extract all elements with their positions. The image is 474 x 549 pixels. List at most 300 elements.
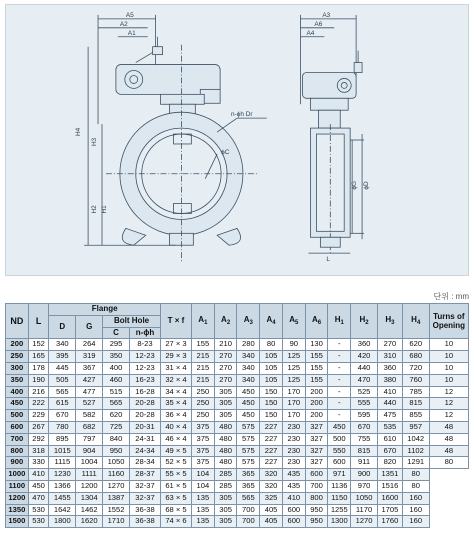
dim-h3-label: H3: [91, 137, 99, 146]
table-cell: 600: [328, 457, 351, 469]
table-cell: 1366: [49, 480, 76, 492]
table-cell: 525: [351, 386, 378, 398]
table-cell: 28-34: [129, 457, 160, 469]
table-cell: 971: [328, 469, 351, 481]
table-cell: 1050: [351, 492, 378, 504]
table-cell: 440: [351, 362, 378, 374]
col-a4: $A_4$: [260, 304, 283, 339]
table-cell: 505: [49, 374, 76, 386]
table-cell: 350: [103, 351, 130, 363]
table-cell: 1351: [378, 469, 403, 481]
table-cell: 32-37: [129, 492, 160, 504]
table-cell: 904: [76, 445, 103, 457]
table-cell-nd: 600: [6, 421, 29, 433]
unit-label: 단위 : mm: [433, 292, 469, 301]
table-cell: 1050: [103, 457, 130, 469]
table-cell: 900: [351, 469, 378, 481]
table-cell: 280: [237, 339, 260, 351]
spec-table: [5, 303, 469, 528]
table-cell: 200: [305, 410, 328, 422]
table-cell: 575: [237, 433, 260, 445]
table-row: [6, 421, 469, 433]
table-cell: 445: [49, 362, 76, 374]
table-row: [6, 362, 469, 374]
table-cell: 48: [429, 421, 468, 433]
table-cell: 797: [76, 433, 103, 445]
table-cell: 40 × 4: [161, 421, 192, 433]
table-cell: 270: [214, 351, 237, 363]
table-cell: 582: [76, 410, 103, 422]
table-cell: 10: [429, 362, 468, 374]
table-cell: 135: [192, 492, 215, 504]
table-cell: 80: [402, 469, 429, 481]
table-cell: 104: [192, 480, 215, 492]
table-cell: 780: [49, 421, 76, 433]
table-cell: 340: [237, 351, 260, 363]
table-cell: 1136: [328, 480, 351, 492]
table-cell: 305: [214, 516, 237, 528]
table-cell: 911: [351, 457, 378, 469]
table-cell: 405: [260, 516, 283, 528]
table-cell: 178: [28, 362, 49, 374]
valve-drawing-svg: [6, 5, 468, 275]
table-cell: 600: [282, 504, 305, 516]
dim-phid-label: ϕD: [363, 181, 371, 190]
table-row: [6, 351, 469, 363]
col-turns: Turns of Opening: [429, 304, 468, 339]
table-cell: 12: [429, 398, 468, 410]
table-cell: 130: [305, 339, 328, 351]
table-cell-nd: 900: [6, 457, 29, 469]
table-cell: 480: [214, 445, 237, 457]
table-cell: 150: [260, 410, 283, 422]
table-cell: 90: [282, 339, 305, 351]
table-cell: 395: [49, 351, 76, 363]
table-cell: 29 × 3: [161, 351, 192, 363]
table-cell: 230: [282, 445, 305, 457]
dim-a2-label: A2: [119, 20, 128, 28]
table-cell: 227: [260, 433, 283, 445]
table-cell: 305: [214, 504, 237, 516]
table-cell: 230: [282, 457, 305, 469]
dim-a3-label: A3: [322, 11, 331, 19]
table-cell-nd: 500: [6, 410, 29, 422]
col-h2: $H_2$: [351, 304, 378, 339]
table-cell: 1620: [76, 516, 103, 528]
table-cell: 410: [378, 386, 403, 398]
table-cell: 530: [28, 516, 49, 528]
table-cell: 20-28: [129, 398, 160, 410]
dim-a1-label: A1: [127, 29, 136, 37]
table-cell: 1004: [76, 457, 103, 469]
table-cell: 325: [260, 492, 283, 504]
table-row: [6, 469, 469, 481]
dim-l-label: L: [326, 256, 330, 264]
table-cell: 170: [282, 398, 305, 410]
table-cell: 105: [260, 362, 283, 374]
table-cell: 250: [192, 410, 215, 422]
table-cell: 49 × 5: [161, 445, 192, 457]
table-cell: 1705: [378, 504, 403, 516]
table-cell: 1760: [378, 516, 403, 528]
table-cell: 295: [103, 339, 130, 351]
table-cell: 1170: [351, 504, 378, 516]
table-cell: 400: [103, 362, 130, 374]
table-cell: 480: [214, 457, 237, 469]
table-cell: 365: [237, 469, 260, 481]
table-cell: 155: [305, 362, 328, 374]
table-cell: 10: [429, 351, 468, 363]
table-cell: 670: [351, 421, 378, 433]
table-cell: 800: [305, 492, 328, 504]
table-cell: 682: [76, 421, 103, 433]
col-g: G: [76, 315, 103, 339]
table-cell: 440: [378, 398, 403, 410]
table-cell: 61 × 5: [161, 480, 192, 492]
table-cell: 565: [49, 386, 76, 398]
table-cell: -: [328, 398, 351, 410]
table-cell: 230: [282, 421, 305, 433]
table-cell: 1642: [49, 504, 76, 516]
table-cell: 150: [260, 386, 283, 398]
col-a2: $A_2$: [214, 304, 237, 339]
table-cell: 1150: [328, 492, 351, 504]
table-cell: 48: [429, 445, 468, 457]
table-row: [6, 492, 469, 504]
dim-a4-label: A4: [306, 29, 315, 37]
table-cell: 216: [28, 386, 49, 398]
table-cell: 375: [192, 457, 215, 469]
dim-h1-label: H1: [100, 205, 108, 214]
table-cell: 230: [282, 433, 305, 445]
table-cell: 215: [192, 351, 215, 363]
table-cell: 565: [103, 398, 130, 410]
table-cell: 340: [237, 374, 260, 386]
table-cell: 1015: [49, 445, 76, 457]
col-h1: $H_1$: [328, 304, 351, 339]
col-a3: $A_3$: [237, 304, 260, 339]
table-cell: 1304: [76, 492, 103, 504]
col-l: L: [28, 304, 49, 339]
table-cell-nd: 700: [6, 433, 29, 445]
col-h4: $H_4$: [402, 304, 429, 339]
table-cell: 450: [28, 480, 49, 492]
table-cell: 610: [378, 433, 403, 445]
col-a6: $A_6$: [305, 304, 328, 339]
table-cell: 327: [305, 433, 328, 445]
table-cell: 1255: [328, 504, 351, 516]
table-cell: 63 × 5: [161, 492, 192, 504]
valve-drawing: [5, 4, 469, 276]
table-cell: 20-28: [129, 410, 160, 422]
table-cell: 820: [378, 457, 403, 469]
table-cell: 24-31: [129, 433, 160, 445]
col-a1: $A_1$: [192, 304, 215, 339]
table-row: [6, 516, 469, 528]
table-cell: 785: [402, 386, 429, 398]
table-cell: 1516: [378, 480, 403, 492]
table-cell: 1300: [328, 516, 351, 528]
table-cell: 720: [402, 362, 429, 374]
table-cell: 319: [76, 351, 103, 363]
table-cell: 327: [305, 445, 328, 457]
table-cell: 155: [305, 351, 328, 363]
table-cell-nd: 300: [6, 362, 29, 374]
table-cell: 250: [192, 386, 215, 398]
nphi-dr-label: n-ϕh Dr: [231, 111, 253, 119]
dim-a6-label: A6: [314, 20, 323, 28]
table-cell: 477: [76, 386, 103, 398]
table-cell: 450: [237, 410, 260, 422]
table-cell: 52 × 5: [161, 457, 192, 469]
table-header-row-1: [6, 304, 469, 316]
table-cell: 700: [305, 480, 328, 492]
table-cell: 31 × 4: [161, 362, 192, 374]
table-cell: 270: [378, 339, 403, 351]
table-cell: -: [328, 374, 351, 386]
table-cell: 28-37: [129, 469, 160, 481]
table-cell: 285: [214, 480, 237, 492]
table-cell: 680: [402, 351, 429, 363]
table-cell: 8-23: [129, 339, 160, 351]
table-cell: 36-38: [129, 516, 160, 528]
dim-a5-label: A5: [125, 11, 134, 19]
table-cell: 10: [429, 374, 468, 386]
table-cell: 480: [214, 433, 237, 445]
table-cell: 575: [237, 445, 260, 457]
table-cell: 10: [429, 339, 468, 351]
table-cell: 305: [214, 410, 237, 422]
table-cell: 340: [237, 362, 260, 374]
table-cell: 1270: [103, 480, 130, 492]
table-cell: 222: [28, 398, 49, 410]
table-cell: 1042: [402, 433, 429, 445]
table-cell: 200: [305, 386, 328, 398]
table-cell: 755: [351, 433, 378, 445]
table-cell: 950: [103, 445, 130, 457]
table-cell: 170: [282, 386, 305, 398]
table-cell: 555: [351, 398, 378, 410]
table-row: [6, 339, 469, 351]
table-cell: 1462: [76, 504, 103, 516]
table-cell: 135: [192, 504, 215, 516]
table-cell: 450: [237, 398, 260, 410]
table-cell: 310: [378, 351, 403, 363]
table-cell: 360: [378, 362, 403, 374]
table-cell: 229: [28, 410, 49, 422]
table-cell: 760: [402, 374, 429, 386]
table-cell: 855: [402, 410, 429, 422]
table-cell-nd: 200: [6, 339, 29, 351]
table-cell: 165: [28, 351, 49, 363]
table-cell: 970: [351, 480, 378, 492]
table-cell-nd: 1500: [6, 516, 29, 528]
table-cell: 450: [328, 421, 351, 433]
table-cell: 68 × 5: [161, 504, 192, 516]
table-cell: 12-23: [129, 351, 160, 363]
table-cell: 327: [305, 457, 328, 469]
table-cell: 815: [351, 445, 378, 457]
table-cell: 12-23: [129, 362, 160, 374]
table-cell: 330: [28, 457, 49, 469]
table-row: [6, 480, 469, 492]
table-cell: 725: [103, 421, 130, 433]
table-cell: 48: [429, 433, 468, 445]
col-h3: $H_3$: [378, 304, 403, 339]
table-cell: 135: [192, 516, 215, 528]
table-cell: 367: [76, 362, 103, 374]
table-cell: 210: [214, 339, 237, 351]
table-cell: 36 × 4: [161, 410, 192, 422]
table-cell: 895: [49, 433, 76, 445]
table-cell: 16-28: [129, 386, 160, 398]
table-cell: 292: [28, 433, 49, 445]
table-cell: 340: [49, 339, 76, 351]
table-cell: 35 × 4: [161, 398, 192, 410]
table-cell: 155: [305, 374, 328, 386]
table-cell: 950: [305, 504, 328, 516]
table-cell: 125: [282, 351, 305, 363]
table-cell: 450: [237, 386, 260, 398]
table-cell: 200: [305, 398, 328, 410]
table-cell: 327: [305, 421, 328, 433]
table-cell: 575: [237, 457, 260, 469]
table-cell: 470: [351, 374, 378, 386]
table-cell-nd: 800: [6, 445, 29, 457]
table-row: [6, 433, 469, 445]
table-cell: 460: [103, 374, 130, 386]
table-row: [6, 457, 469, 469]
table-cell: 480: [214, 421, 237, 433]
table-cell-nd: 1100: [6, 480, 29, 492]
table-row: [6, 386, 469, 398]
dim-h2-label: H2: [91, 205, 99, 214]
table-cell: -: [328, 351, 351, 363]
table-cell: 74 × 6: [161, 516, 192, 528]
table-cell: 435: [282, 480, 305, 492]
table-cell: 105: [260, 374, 283, 386]
table-cell: 215: [192, 362, 215, 374]
table-cell-nd: 1200: [6, 492, 29, 504]
table-cell: 950: [305, 516, 328, 528]
table-cell: 320: [260, 469, 283, 481]
table-cell: -: [328, 339, 351, 351]
table-cell: 305: [214, 398, 237, 410]
table-cell: 32 × 4: [161, 374, 192, 386]
table-cell: 12: [429, 410, 468, 422]
table-cell: 1111: [76, 469, 103, 481]
table-cell: -: [328, 362, 351, 374]
table-cell: 1160: [103, 469, 130, 481]
col-flange: Flange: [49, 304, 161, 316]
table-cell: 1102: [402, 445, 429, 457]
table-cell: 435: [282, 469, 305, 481]
table-cell: 227: [260, 445, 283, 457]
table-cell: 104: [192, 469, 215, 481]
col-bolt-hole: Bolt Hole: [103, 315, 161, 327]
table-row: [6, 398, 469, 410]
table-cell: 27 × 3: [161, 339, 192, 351]
table-cell: 600: [305, 469, 328, 481]
table-cell: 670: [49, 410, 76, 422]
table-cell: 170: [282, 410, 305, 422]
table-cell: 36-38: [129, 504, 160, 516]
table-cell: 20-31: [129, 421, 160, 433]
dim-c-label: ϕC: [221, 148, 230, 156]
table-cell: 250: [192, 398, 215, 410]
table-cell: 1800: [49, 516, 76, 528]
table-cell: -: [328, 410, 351, 422]
table-cell: 700: [237, 504, 260, 516]
table-row: [6, 504, 469, 516]
table-cell: 267: [28, 421, 49, 433]
table-cell: 160: [402, 504, 429, 516]
table-cell: 152: [28, 339, 49, 351]
table-cell: 80: [429, 457, 468, 469]
table-cell: 620: [103, 410, 130, 422]
table-cell: 125: [282, 374, 305, 386]
table-cell: 700: [237, 516, 260, 528]
table-cell: 270: [214, 374, 237, 386]
table-cell: 500: [328, 433, 351, 445]
table-cell-nd: 350: [6, 374, 29, 386]
table-row: [6, 445, 469, 457]
table-cell: 957: [402, 421, 429, 433]
table-cell: 620: [402, 339, 429, 351]
table-cell: 1387: [103, 492, 130, 504]
table-cell: 360: [351, 339, 378, 351]
col-nd: ND: [6, 304, 29, 339]
table-cell-nd: 1000: [6, 469, 29, 481]
table-cell: 375: [192, 445, 215, 457]
col-txf: T × f: [161, 304, 192, 339]
table-cell: 1600: [378, 492, 403, 504]
table-cell: 410: [28, 469, 49, 481]
table-cell: 270: [214, 362, 237, 374]
table-cell: 80: [260, 339, 283, 351]
table-cell: 1552: [103, 504, 130, 516]
table-cell: 1115: [49, 457, 76, 469]
table-cell: 815: [402, 398, 429, 410]
table-cell: 550: [328, 445, 351, 457]
table-cell: 565: [237, 492, 260, 504]
table-cell: 527: [76, 398, 103, 410]
table-cell: 1200: [76, 480, 103, 492]
table-cell: 380: [378, 374, 403, 386]
table-cell: 410: [282, 492, 305, 504]
table-cell: 318: [28, 445, 49, 457]
table-cell: 105: [260, 351, 283, 363]
table-cell: 305: [214, 492, 237, 504]
table-cell: 515: [103, 386, 130, 398]
col-c: C: [103, 327, 130, 339]
table-cell: 1455: [49, 492, 76, 504]
table-cell-nd: 250: [6, 351, 29, 363]
table-cell: 1270: [351, 516, 378, 528]
table-cell: 160: [402, 516, 429, 528]
table-cell: 420: [351, 351, 378, 363]
table-cell: 155: [192, 339, 215, 351]
table-cell-nd: 400: [6, 386, 29, 398]
table-cell-nd: 1350: [6, 504, 29, 516]
table-cell: 150: [260, 398, 283, 410]
col-nphih: n-ϕh: [129, 327, 160, 339]
col-d: D: [49, 315, 76, 339]
table-cell: 530: [28, 504, 49, 516]
table-cell: 1230: [49, 469, 76, 481]
dim-h4-label: H4: [75, 127, 83, 137]
table-cell: 125: [282, 362, 305, 374]
